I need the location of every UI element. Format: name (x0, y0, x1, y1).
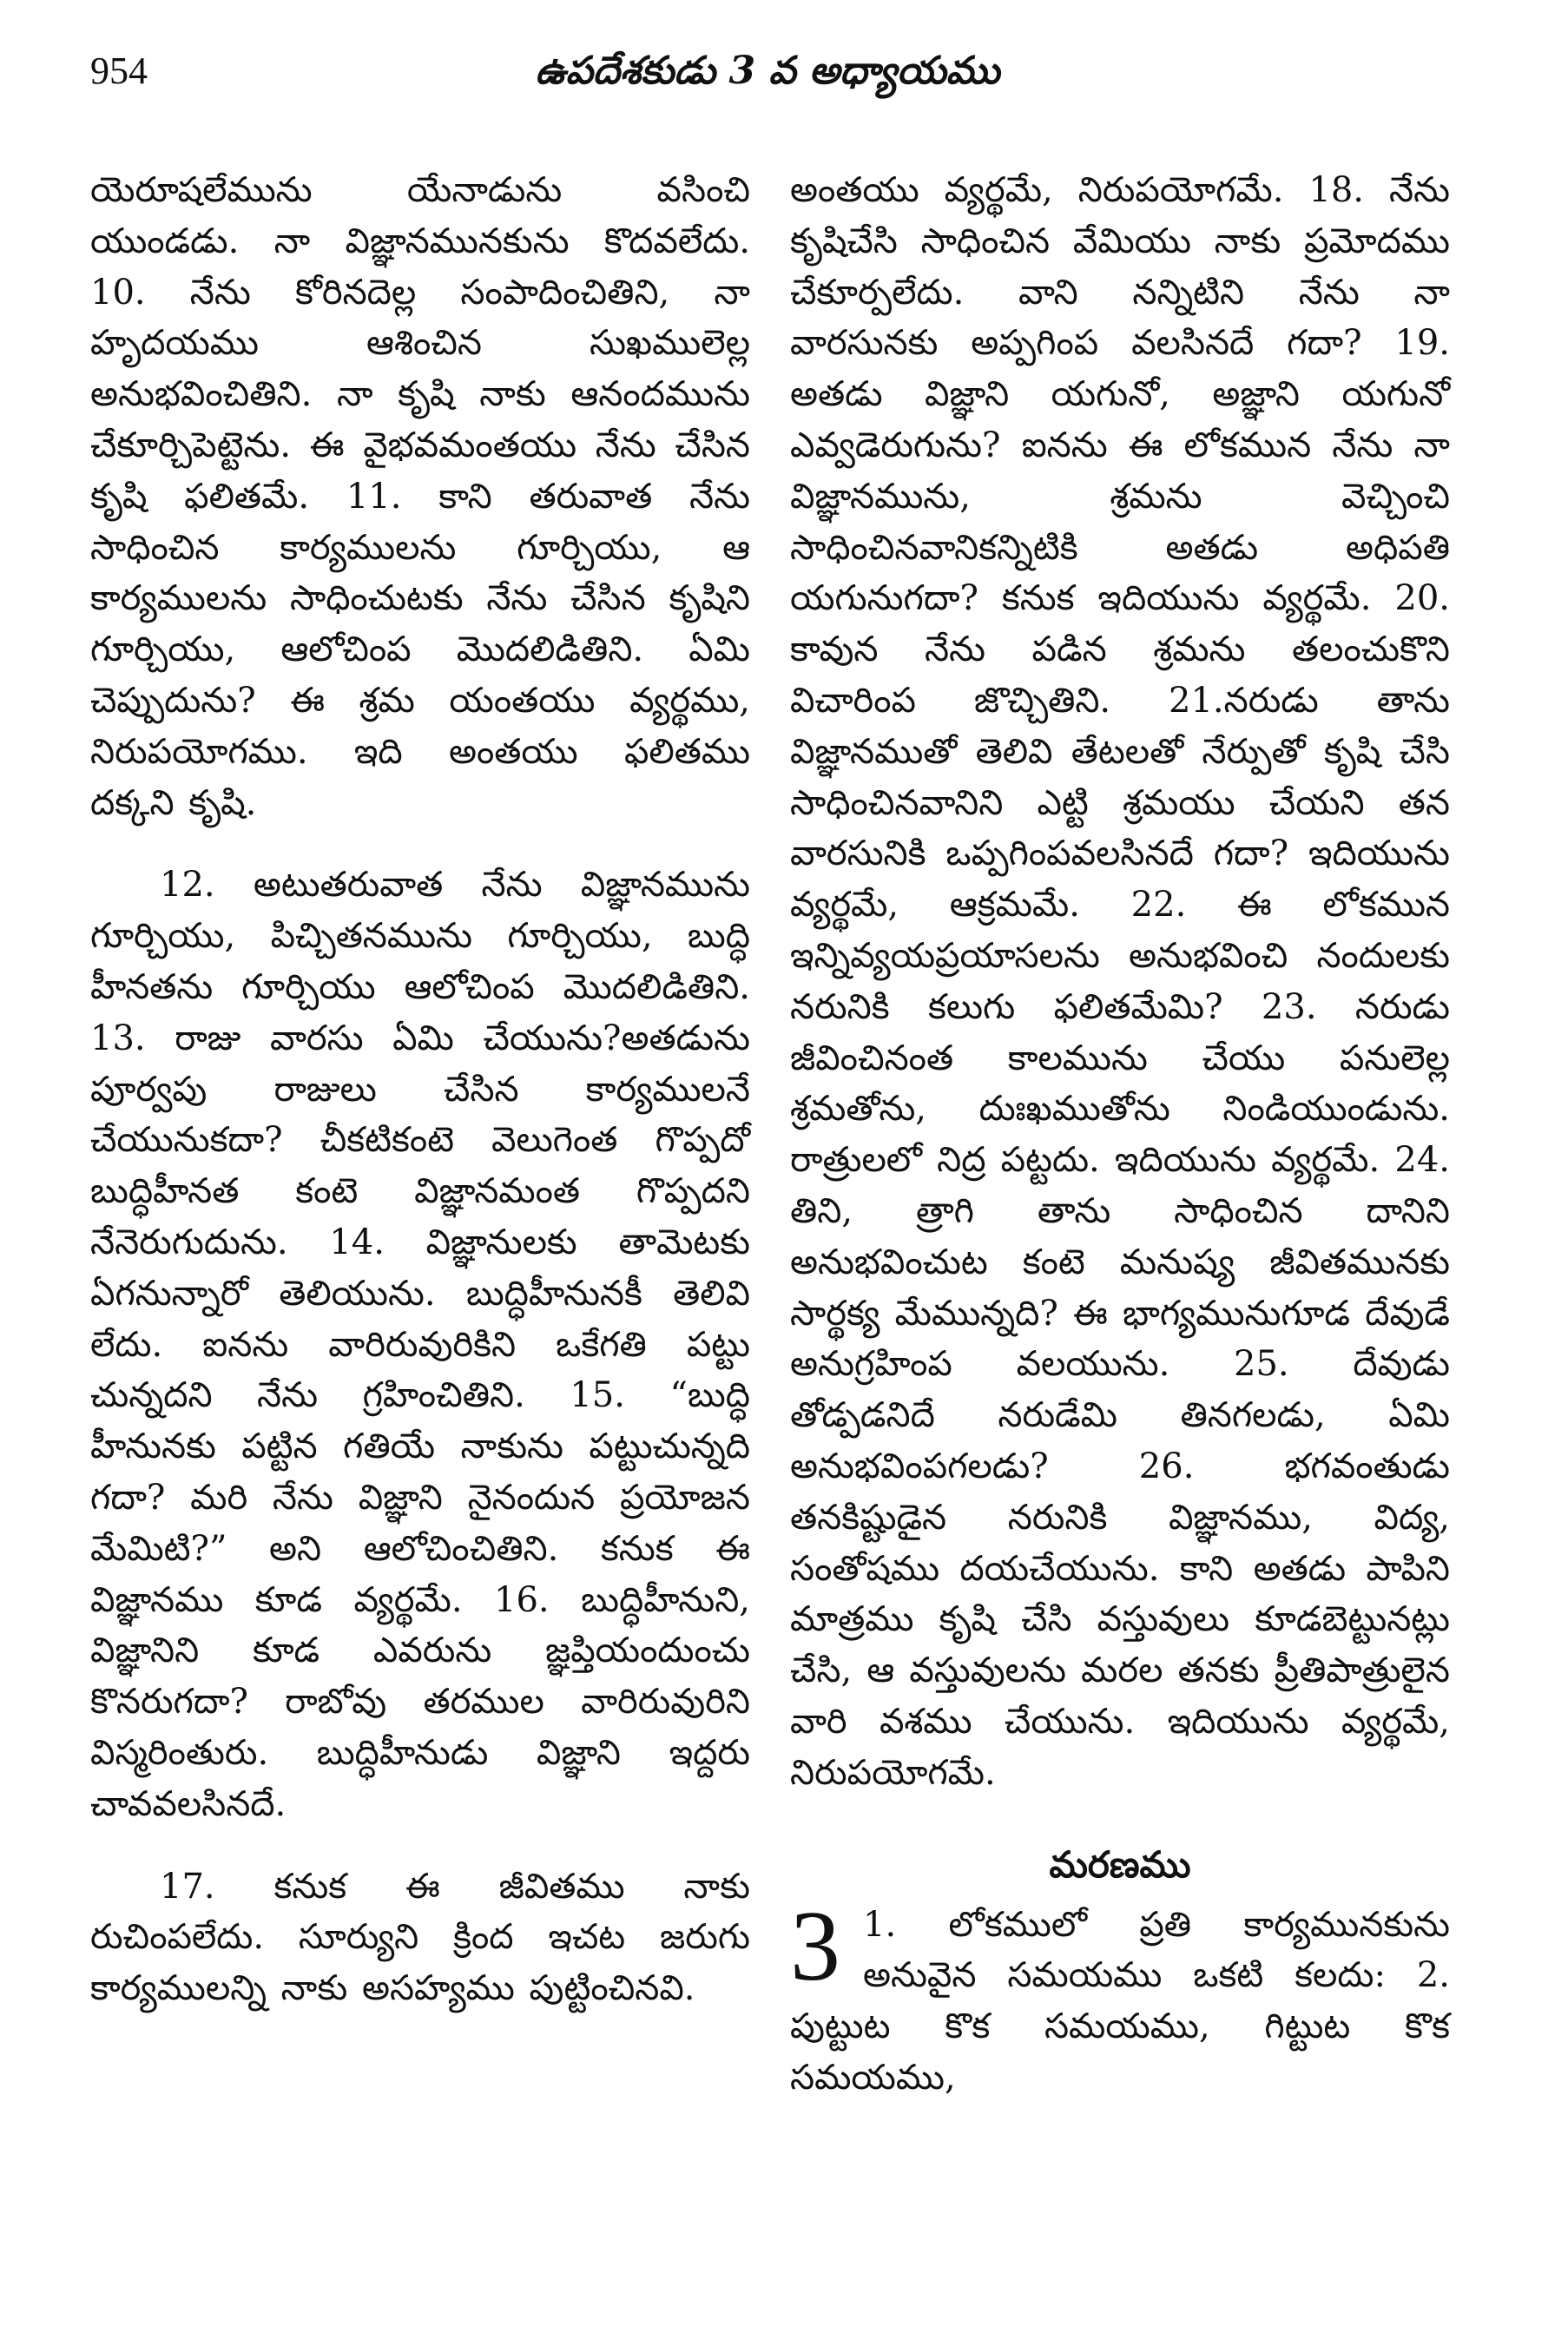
left-paragraph-3: 17. కనుక ఈ జీవితము నాకు రుచింపలేదు. సూర్యుని క్రింద ఇచట జరుగు కార్యములన్ని నాకు అసహ్యము పుట్టించినవి. (90, 1866, 750, 2009)
right-paragraph-1: అంతయు వ్యర్థమే, నిరుపయోగమే. 18. నేను కృషిచేసి సాధించిన వేమియు నాకు ప్రమోదము చేకూర్పలేదు. వాని నన్నిటిని నేను నా వారసునకు అప్పగింప వలసినదే గదా? 19. అతడు విజ్ఞాని యగునో, అజ్ఞాని యగునో ఎవ్వడెరుగును? ఐనను ఈ లోకమున నేను నా విజ్ఞానమును, శ్రమను వెచ్చించి సాధించినవానికన్నిటికి అతడు అధిపతి యగునుగదా? కనుక ఇదియును వ్యర్థమే. 20. కావున నేను పడిన శ్రమను తలంచుకొని విచారింప జొచ్చితిని. 21.నరుడు తాను విజ్ఞానముతో తెలివి తేటలతో నేర్పుతో కృషి చేసి సాధించినవానిని ఎట్టి శ్రమయు చేయని తన వారసునికి ఒప్పగింపవలసినదే గదా? ఇదియును వ్యర్థమే, ఆక్రమమే. 22. ఈ లోకమున ఇన్నివ్యయప్రయాసలను అనుభవించి నందులకు నరునికి కలుగు ఫలితమేమి? 23. నరుడు జీవించినంత కాలమును చేయు పనులెల్ల శ్రమతోను, దుఃఖముతోను నిండియుండును. రాత్రులలో నిద్ర పట్టదు. ఇదియును వ్యర్థమే. 24. తిని, త్రాగి తాను సాధించిన దానిని అనుభవించుట కంటె మనుష్య జీవితమునకు సార్థక్య మేమున్నది? ఈ భాగ్యమునుగూడ దేవుడే అనుగ్రహింప వలయును. 25. దేవుడు తోడ్పడనిదే నరుడేమి తినగలడు, ఏమి అనుభవింపగలడు? 26. భగవంతుడు తనకిష్టుడైన నరునికి విజ్ఞానము, విద్య, సంతోషము దయచేయును. కాని అతడు పాపిని మాత్రము కృషి చేసి వస్తువులు కూడబెట్టునట్లు చేసి, ఆ వస్తువులను మరల తనకు ప్రీతిపాత్రులైన వారి వశము చేయును. ఇదియును వ్యర్థమే, నిరుపయోగమే. (790, 170, 1450, 1793)
page-number: 954 (90, 49, 148, 92)
page-header (90, 45, 1445, 106)
chapter-number-dropcap: 3 (790, 1890, 840, 2002)
chapter-opening-text: 1. లోకములో ప్రతి కార్యమునకును అనువైన సమయము ఒకటి కలదు: 2. పుట్టుట కొక సమయము, గిట్టుట కొక సమయము, (790, 1904, 1450, 2098)
section-heading: మరణము (1049, 1842, 1191, 1886)
left-paragraph-2: 12. అటుతరువాత నేను విజ్ఞానమును గూర్చియు, పిచ్చితనమును గూర్చియు, బుద్ధి హీనతను గూర్చియు ఆలోచింప మొదలిడితిని. 13. రాజు వారసు ఏమి చేయును?అతడును పూర్వపు రాజులు చేసిన కార్యములనే చేయునుకదా? చీకటికంటె వెలుగెంత గొప్పదో బుద్ధిహీనత కంటె విజ్ఞానమంత గొప్పదని నేనెరుగుదును. 14. విజ్ఞానులకు తామెటకు ఏగనున్నారో తెలియును. బుద్ధిహీనునకీ తెలివి లేదు. ఐనను వారిరువురికిని ఒకేగతి పట్టు చున్నదని నేను గ్రహించితిని. 15. “బుద్ధి హీనునకు పట్టిన గతియే నాకును పట్టుచున్నది గదా? మరి నేను విజ్ఞాని నైనందున ప్రయోజన మేమిటి?” అని ఆలోచించితిని. కనుక ఈ విజ్ఞానము కూడ వ్యర్థమే. 16. బుద్ధిహీనుని, విజ్ఞానిని కూడ ఎవరును జ్ఞప్తియందుంచు కొనరుగదా? రాబోవు తరముల వారిరువురిని విస్మరింతురు. బుద్ధిహీనుడు విజ్ఞాని ఇద్దరు చావవలసినదే. (90, 865, 750, 1824)
left-column (90, 165, 750, 2014)
chapter-opening-paragraph (790, 1890, 1450, 2104)
running-title: ఉపదేశకుడు 3 వ అధ్యాయము (535, 49, 1000, 93)
right-column (790, 165, 1450, 2104)
left-paragraph-1: యెరూషలేమును యేనాడును వసించి యుండడు. నా విజ్ఞానమునకును కొదవలేదు. 10. నేను కోరినదెల్ల సంపాదించితిని, నా హృదయము ఆశించిన సుఖములెల్ల అనుభవించితిని. నా కృషి నాకు ఆనందమును చేకూర్చిపెట్టెను. ఈ వైభవమంతయు నేను చేసిన కృషి ఫలితమే. 11. కాని తరువాత నేను సాధించిన కార్యములను గూర్చియు, ఆ కార్యములను సాధించుటకు నేను చేసిన కృషిని గూర్చియు, ఆలోచింప మొదలిడితిని. ఏమి చెప్పుదును? ఈ శ్రమ యంతయు వ్యర్థము, నిరుపయోగము. ఇది అంతయు ఫలితము దక్కని కృషి. (90, 170, 750, 823)
